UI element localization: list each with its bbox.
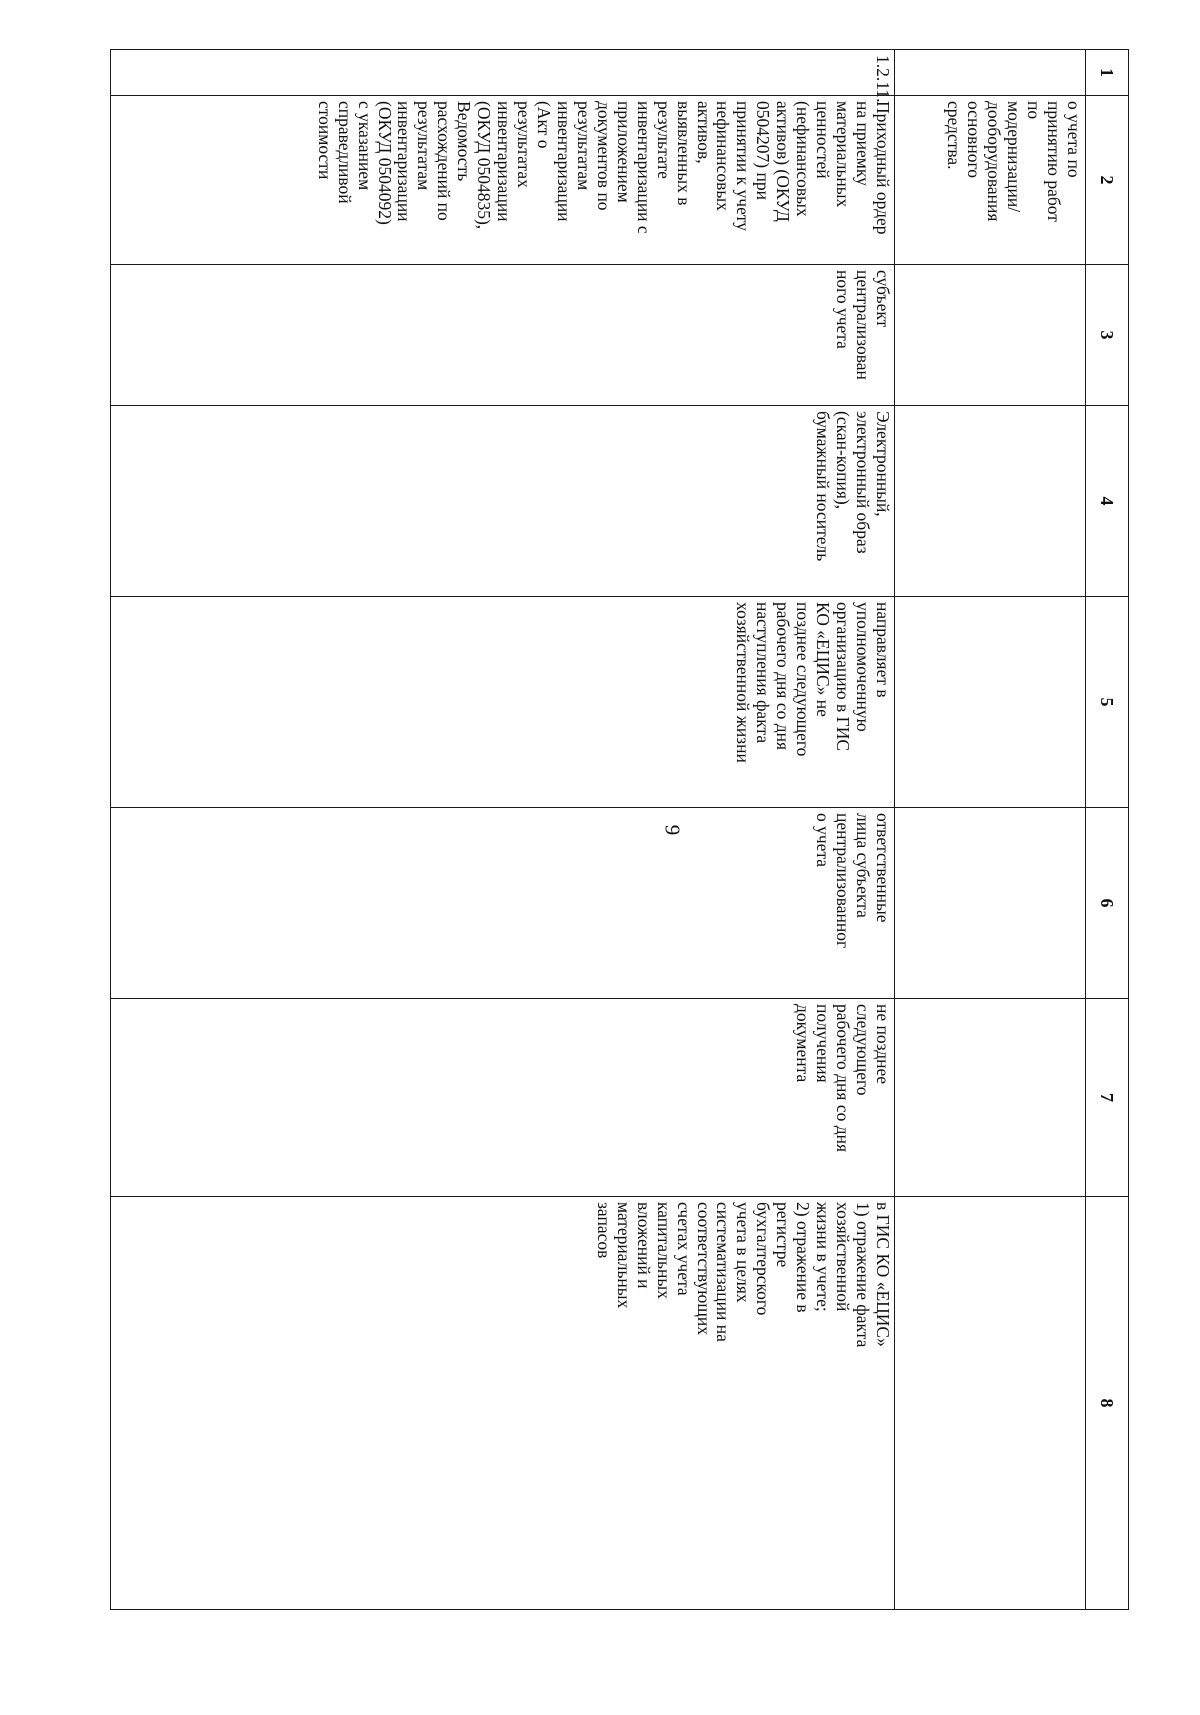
table-cell [111,406,895,597]
table-cell [895,50,1086,96]
header-cell: 1 [1086,50,1129,96]
cell-text: о учета по принятию работ по модернизации/ дооборудования основного средства. [944,101,1084,222]
header-cell: 8 [1086,1197,1129,1610]
deadline: не позднее следующего рабочего дня со дня получения документа [793,1004,893,1153]
header-cell: 3 [1086,265,1129,406]
header-cell: 2 [1086,96,1129,265]
submission-procedure: направляет в уполномоченную организацию в ГИС КО «ЕЦИС» не позднее следующего рабочего дня со дня наступления факта хозяйственной жизни [733,602,893,763]
table-cell [111,50,895,103]
table-header-row [1086,50,1129,1610]
table-cell [895,265,1086,406]
table-cell [895,597,1086,808]
table-row [895,50,1086,1610]
table-cell [111,1197,895,1610]
table-cell [895,406,1086,597]
rotated-table-container [110,49,1129,1609]
document-name: Приходный ордер на приемку материальных ценностей (нефинансовых активов) (ОКУД 0504207) при принятии к учету нефинансовых активов, выявленных в результате инвентаризации с приложением документов по результатам инвентаризации (Акт о результатах инвентаризации (ОКУД 0504835), Ведомость расхождений по результатам инвентаризации (ОКУД 0504092) с указанием справедливой стоимости [314,101,893,235]
page-number: 9 [660,824,685,836]
header-cell: 5 [1086,597,1129,808]
document-table [110,49,1129,1610]
table-cell [111,265,895,406]
table-cell [895,999,1086,1197]
table-cell [111,808,895,999]
header-cell: 6 [1086,808,1129,999]
table-cell [895,1197,1086,1610]
responsible-party: субъект централизован ного учета [833,270,893,380]
table-cell [895,808,1086,999]
result-description: в ГИС КО «ЕЦИС» 1) отражение факта хозяйственной жизни в учете; 2) отражение в регистре бухгалтерского учета в целях систематизации на соответствующих счетах учета капитальных вложений и материальных запасов [593,1202,893,1348]
header-cell: 4 [1086,406,1129,597]
document-format: Электронный, электронный образ (скан-копия), бумажный носитель [813,411,893,562]
table-cell [111,999,895,1197]
table-cell [111,96,895,265]
header-cell: 7 [1086,999,1129,1197]
responsible-persons: ответственные лица субъекта централизованног о учета [813,813,893,949]
table-row [111,50,895,1610]
row-number: 1.2.11. [873,55,893,103]
table-cell [895,96,1086,265]
table-cell [111,597,895,808]
